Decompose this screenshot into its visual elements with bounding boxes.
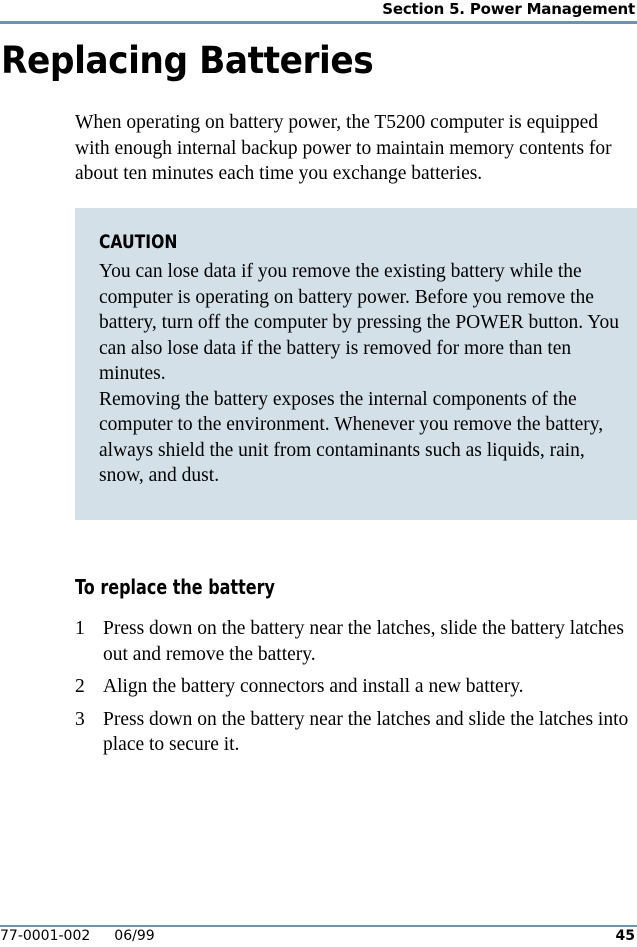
procedure-steps bbox=[75, 616, 637, 765]
header-rule bbox=[0, 21, 637, 24]
step-text: Press down on the battery near the latches and slide the latches into place to secure it. bbox=[103, 708, 629, 755]
step-item bbox=[75, 616, 637, 667]
step-text: Press down on the battery near the latches, slide the battery latches out and remove the battery. bbox=[103, 618, 624, 665]
footer-rule bbox=[0, 925, 637, 927]
caution-box bbox=[75, 208, 637, 520]
footer-doc-info bbox=[0, 928, 155, 944]
caution-text bbox=[99, 259, 627, 489]
intro-paragraph: When operating on battery power, the T5200 computer is equipped with enough internal backup power to maintain memory contents for about ten minutes each time you exchange batteries. bbox=[75, 112, 612, 184]
caution-title: CAUTION bbox=[99, 231, 178, 253]
running-header: Section 5. Power Management bbox=[382, 0, 635, 18]
step-item bbox=[75, 674, 637, 700]
page-title: Replacing Batteries bbox=[1, 39, 374, 82]
page-number: 45 bbox=[615, 928, 635, 944]
step-item bbox=[75, 707, 637, 758]
step-number: 1 bbox=[75, 618, 85, 639]
doc-date: 06/99 bbox=[114, 928, 155, 944]
caution-paragraph: Removing the battery exposes the internal components of the computer to the environment. Whenever you remove the battery, always shield the unit from contaminants such as liquids, rain, snow, and dust. bbox=[99, 388, 604, 486]
caution-paragraph: You can lose data if you remove the existing battery while the computer is operating on battery power. Before you remove the battery, turn off the computer by pressing the POWER button. You can also lose data if the battery is removed for more than ten minutes. bbox=[99, 261, 619, 384]
step-number: 2 bbox=[75, 676, 85, 697]
step-text: Align the battery connectors and install a new battery. bbox=[103, 676, 524, 697]
procedure-heading: To replace the battery bbox=[75, 575, 275, 599]
step-number: 3 bbox=[75, 708, 85, 730]
doc-number: 77-0001-002 bbox=[0, 928, 91, 944]
